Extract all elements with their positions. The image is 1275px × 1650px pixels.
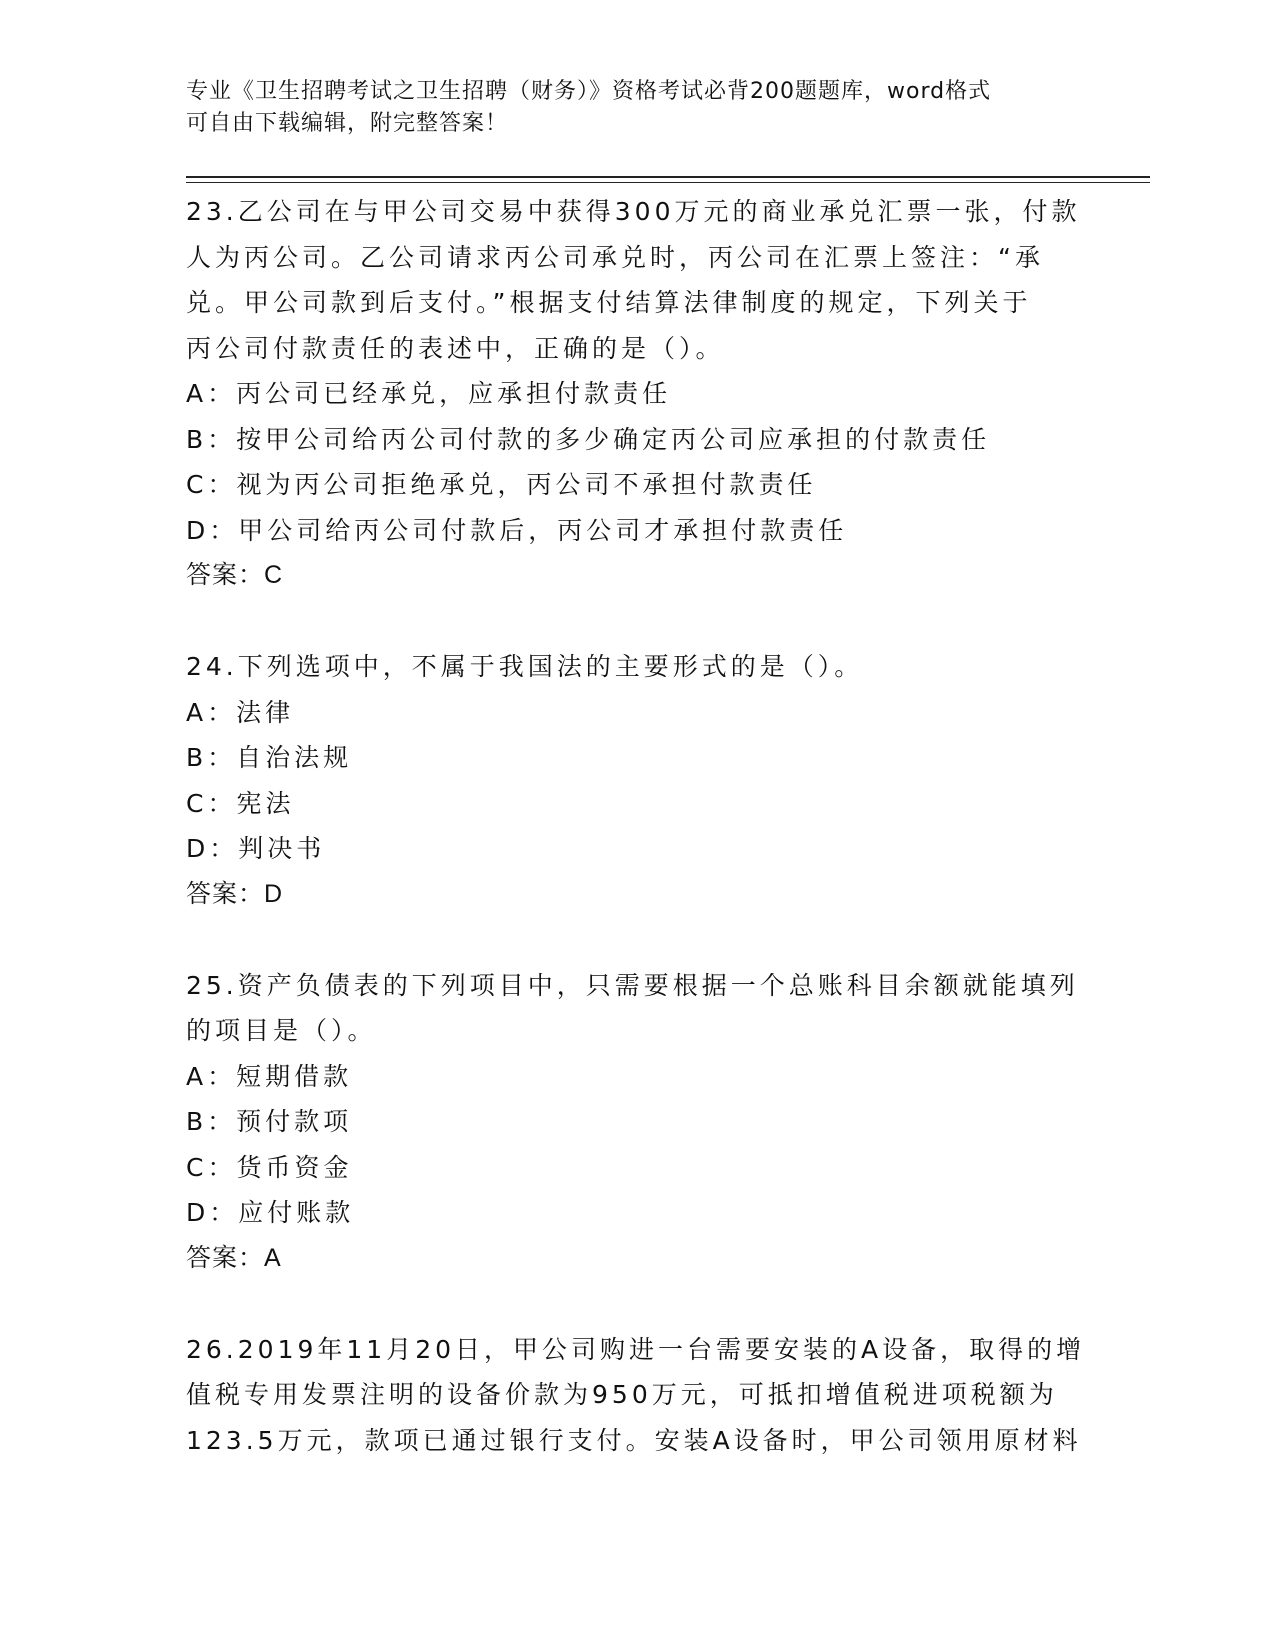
option-c: C：货币资金 [186, 1152, 353, 1182]
question-spacer [186, 917, 1086, 963]
header-divider-thin [186, 182, 1150, 183]
question-text-line: 24.下列选项中，不属于我国法的主要形式的是（）。 [186, 652, 864, 681]
question-text-line: 25.资产负债表的下列项目中，只需要根据一个总账科目余额就能填列 [186, 970, 1079, 1000]
option-d: D：应付账款 [186, 1198, 355, 1227]
option-c: C：视为丙公司拒绝承兑，丙公司不承担付款责任 [186, 470, 817, 499]
option-a: A：丙公司已经承兑，应承担付款责任 [186, 379, 672, 408]
question-text-line: 兑。甲公司款到后支付。”根据支付结算法律制度的规定，下列关于 [186, 288, 1032, 317]
question-text-line: 23.乙公司在与甲公司交易中获得300万元的商业承兑汇票一张，付款 [186, 197, 1081, 226]
option-d: D：甲公司给丙公司付款后，丙公司才承担付款责任 [186, 515, 848, 545]
question-list [186, 189, 1086, 1463]
question-text-line: 值税专用发票注明的设备价款为950万元，可抵扣增值税进项税额为 [186, 1380, 1058, 1409]
header-divider-thick [186, 176, 1150, 178]
option-a: A：法律 [186, 697, 295, 727]
question-text-line: 丙公司付款责任的表述中，正确的是（）。 [186, 333, 725, 363]
question-26 [186, 1327, 1086, 1464]
question-text-line: 26.2019年11月20日，甲公司购进一台需要安装的A设备，取得的增 [186, 1334, 1086, 1364]
document-header [186, 76, 1066, 140]
header-line-1: 专业《卫生招聘考试之卫生招聘（财务）》资格考试必背200题题库，word格式 [186, 79, 992, 104]
question-25 [186, 963, 1086, 1282]
question-spacer [186, 599, 1086, 645]
question-text-line: 人为丙公司。乙公司请求丙公司承兑时，丙公司在汇票上签注：“承 [186, 242, 1044, 272]
question-24 [186, 644, 1086, 917]
header-line-2: 可自由下载编辑，附完整答案！ [186, 111, 509, 136]
option-b: B：自治法规 [186, 743, 353, 772]
option-c: C：宪法 [186, 788, 295, 818]
option-b: B：预付款项 [186, 1107, 353, 1136]
question-23 [186, 189, 1086, 599]
question-spacer [186, 1281, 1086, 1327]
answer-line: 答案：D [186, 879, 284, 908]
answer-line: 答案：A [186, 1243, 282, 1272]
option-b: B：按甲公司给丙公司付款的多少确定丙公司应承担的付款责任 [186, 424, 991, 454]
option-a: A：短期借款 [186, 1061, 353, 1091]
answer-line: 答案：C [186, 561, 284, 589]
option-d: D：判决书 [186, 834, 326, 863]
question-text-line: 的项目是（）。 [186, 1016, 377, 1045]
question-text-line: 123.5万元，款项已通过银行支付。安装A设备时，甲公司领用原材料 [186, 1425, 1082, 1455]
